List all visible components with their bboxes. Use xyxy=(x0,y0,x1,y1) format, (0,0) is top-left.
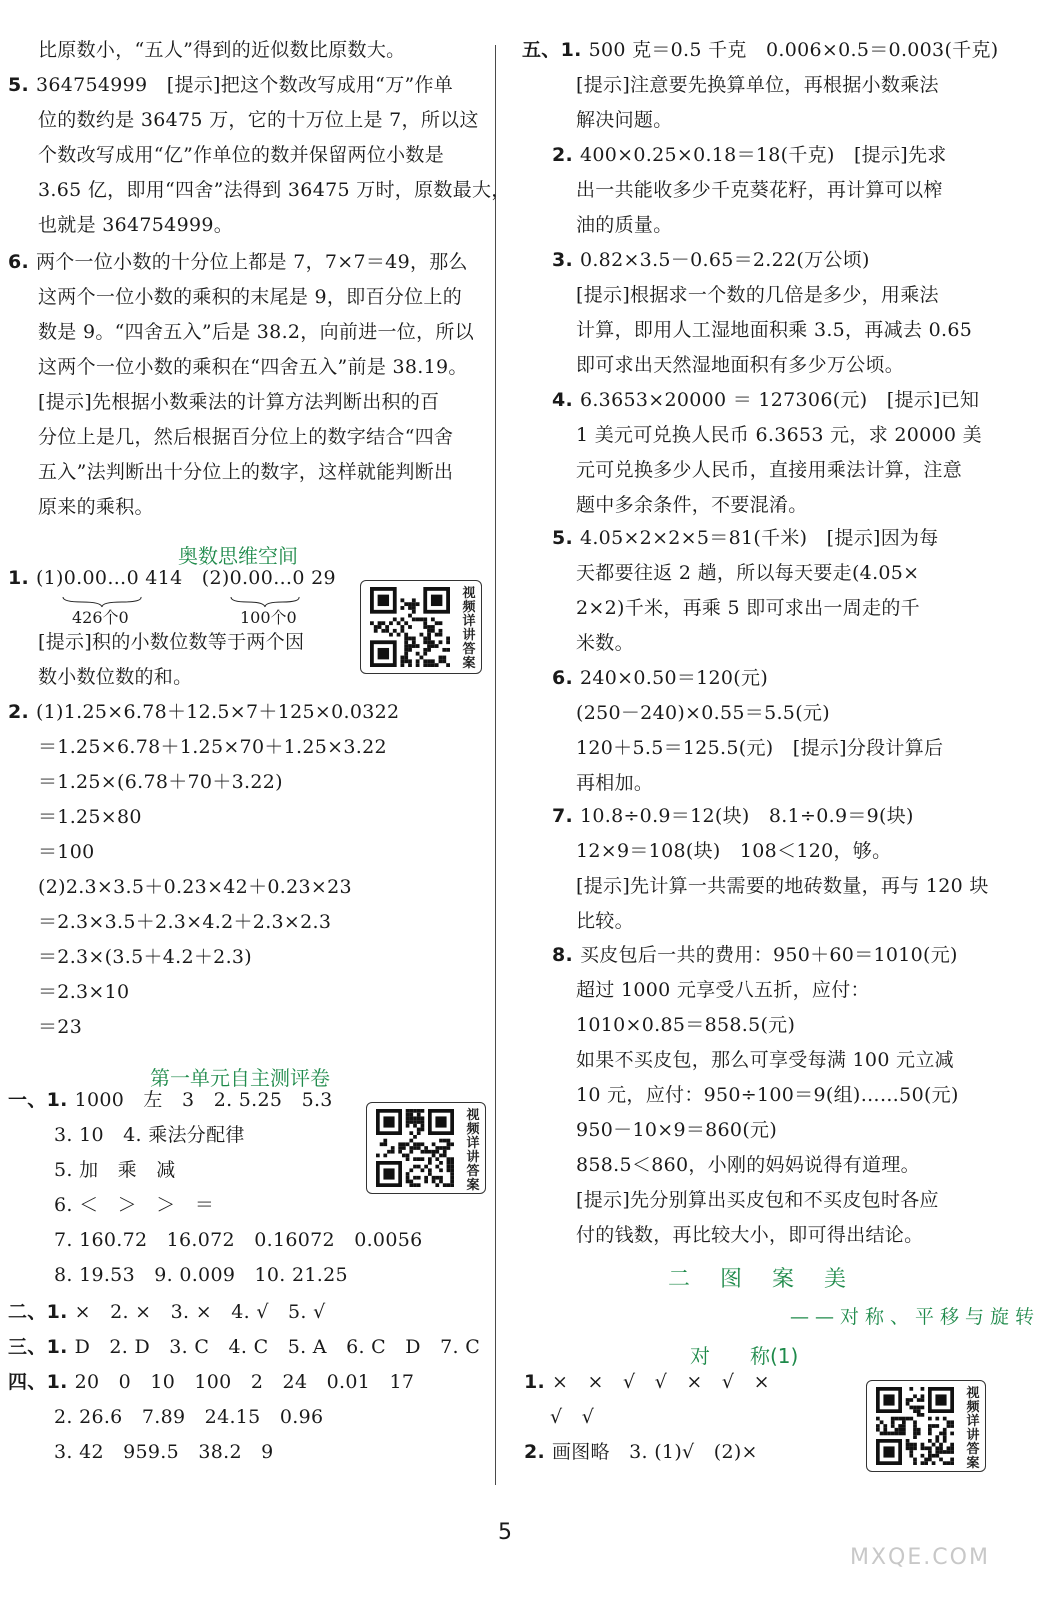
line-text: 分位上是几，然后根据百分位上的数字结合“四舍 xyxy=(38,426,454,448)
line-text: 3. 42 959.5 38.2 9 xyxy=(54,1441,274,1463)
item-number: 7. xyxy=(552,805,580,827)
column-divider xyxy=(495,45,496,1485)
text-line xyxy=(54,1191,214,1219)
heading-chapter: 二 图 案 美 xyxy=(668,1267,851,1292)
text-line xyxy=(576,1081,959,1109)
text-line xyxy=(38,803,142,831)
qr-label: 视频详讲答案 xyxy=(466,1108,480,1193)
line-text: 数小数位数的和。 xyxy=(38,666,193,688)
text-line xyxy=(576,976,870,1004)
text-line xyxy=(38,663,192,691)
text-line xyxy=(576,1186,939,1214)
text-line xyxy=(54,1156,176,1184)
text-line xyxy=(576,421,982,449)
text-line xyxy=(54,1261,348,1289)
text-line xyxy=(552,246,870,274)
line-text: (2)2.3×3.5＋0.23×42＋0.23×23 xyxy=(38,876,352,898)
text-line xyxy=(552,524,939,552)
item-number: 5. xyxy=(8,74,36,96)
heading-section: 对 称(1) xyxy=(690,1344,799,1368)
line-text: [提示]先分别算出买皮包和不买皮包时各应 xyxy=(576,1189,939,1211)
item-number: 6. xyxy=(552,667,580,689)
item-number: 3. xyxy=(552,249,580,271)
line-text: 3. 10 4. 乘法分配律 xyxy=(54,1124,245,1146)
heading-olympiad: 奥数思维空间 xyxy=(178,544,298,568)
line-text: ＝100 xyxy=(38,841,95,863)
text-line xyxy=(38,1013,82,1041)
item-number: 五、1. xyxy=(522,39,589,61)
line-text: 2×2)千米，再乘 5 即可求出一周走的千 xyxy=(576,597,920,619)
line-text: 4.05×2×2×5＝81(千米) [提示]因为每 xyxy=(579,527,939,549)
line-text: [提示]先计算一共需要的地砖数量，再与 120 块 xyxy=(576,875,989,897)
item-number: 1. xyxy=(8,567,36,589)
text-line xyxy=(576,316,972,344)
line-text: 8. 19.53 9. 0.009 10. 21.25 xyxy=(54,1264,348,1286)
line-text: 画图略 3. (1)√ (2)× xyxy=(551,1441,758,1463)
line-text: 364754999 [提示]把这个数改写成用“万”作单 xyxy=(35,74,454,96)
qr-icon xyxy=(367,587,453,667)
line-text: √ √ xyxy=(550,1406,595,1428)
text-line xyxy=(38,458,453,486)
line-text: 5. 加 乘 减 xyxy=(54,1159,176,1181)
line-text: 20 0 10 100 2 24 0.01 17 xyxy=(74,1371,415,1393)
qr-code-1[interactable] xyxy=(360,580,482,674)
line-text: 米数。 xyxy=(576,632,634,654)
line-text: 这两个一位小数的乘积的末尾是 9，即百分位上的 xyxy=(38,286,463,308)
qr-icon xyxy=(873,1387,957,1465)
text-line xyxy=(38,141,444,169)
text-line xyxy=(576,71,939,99)
text-line xyxy=(8,71,453,99)
heading-unit-test: 第一单元自主测评卷 xyxy=(150,1066,330,1090)
text-line xyxy=(38,36,405,64)
item-number: 2. xyxy=(8,701,36,723)
watermark: MXQE.COM xyxy=(850,1545,990,1570)
underbrace-mark xyxy=(230,596,300,608)
line-text: 10 元，应付：950÷100＝9(组)……50(元) xyxy=(576,1084,959,1106)
text-line xyxy=(38,176,511,204)
text-line xyxy=(576,1116,777,1144)
text-line xyxy=(552,941,958,969)
text-line xyxy=(38,838,94,866)
text-line xyxy=(552,802,914,830)
text-line xyxy=(576,1221,923,1249)
text-line xyxy=(8,564,336,592)
line-text: 天都要往返 2 趟，所以每天要走(4.05× xyxy=(576,562,920,584)
text-line xyxy=(576,211,673,239)
text-line xyxy=(576,837,891,865)
underbrace-label: 100个0 xyxy=(240,608,297,627)
text-line xyxy=(576,907,634,935)
item-number: 6. xyxy=(8,251,36,273)
text-line xyxy=(38,978,129,1006)
line-text: 858.5＜860，小刚的妈妈说得有道理。 xyxy=(576,1154,920,1176)
text-line xyxy=(38,106,479,134)
text-line xyxy=(38,628,304,656)
qr-code-2[interactable] xyxy=(366,1102,486,1194)
qr-label: 视频详讲答案 xyxy=(966,1386,980,1471)
line-text: 出一共能收多少千克葵花籽，再计算可以榨 xyxy=(576,179,943,201)
line-text: 油的质量。 xyxy=(576,214,673,236)
qr-label: 视频详讲答案 xyxy=(462,586,476,671)
text-line xyxy=(524,1368,770,1396)
line-text: 2. 26.6 7.89 24.15 0.96 xyxy=(54,1406,324,1428)
line-text: ＝1.25×6.78＋1.25×70＋1.25×3.22 xyxy=(38,736,387,758)
line-text: 如果不买皮包，那么可享受每满 100 元立减 xyxy=(576,1049,954,1071)
line-text: (250－240)×0.55＝5.5(元) xyxy=(576,702,830,724)
text-line xyxy=(550,1403,594,1431)
text-line xyxy=(8,1368,414,1396)
line-text: 1000 左 3 2. 5.25 5.3 xyxy=(74,1089,333,1111)
line-text: [提示]积的小数位数等于两个因 xyxy=(38,631,305,653)
item-number: 2. xyxy=(524,1441,552,1463)
item-number: 三、1. xyxy=(8,1336,75,1358)
line-text: 3.65 亿，即用“四舍”法得到 36475 万时，原数最大， xyxy=(38,179,511,201)
line-text: ＝2.3×3.5＋2.3×4.2＋2.3×2.3 xyxy=(38,911,332,933)
text-line xyxy=(576,734,943,762)
text-line xyxy=(38,768,283,796)
text-line xyxy=(576,491,808,519)
item-number: 5. xyxy=(552,527,580,549)
line-text: 12×9＝108(块) 108＜120，够。 xyxy=(576,840,892,862)
line-text: 400×0.25×0.18＝18(千克) [提示]先求 xyxy=(579,144,947,166)
text-line xyxy=(8,698,399,726)
line-text: 付的钱数，再比较大小，即可得出结论。 xyxy=(576,1224,924,1246)
line-text: 120＋5.5＝125.5(元) [提示]分段计算后 xyxy=(576,737,944,759)
line-text: 原来的乘积。 xyxy=(38,496,154,518)
line-text: 解决问题。 xyxy=(576,109,673,131)
line-text: 再相加。 xyxy=(576,772,654,794)
text-line xyxy=(576,872,989,900)
line-text: × × √ √ × √ × xyxy=(551,1371,770,1393)
text-line xyxy=(576,351,904,379)
line-text: 元可兑换多少人民币，直接用乘法计算，注意 xyxy=(576,459,963,481)
underbrace-label: 426个0 xyxy=(72,608,129,627)
line-text: × 2. × 3. × 4. √ 5. √ xyxy=(74,1301,326,1323)
page-number: 5 xyxy=(498,1520,512,1545)
text-line xyxy=(576,106,673,134)
text-line xyxy=(38,493,154,521)
text-line xyxy=(524,1438,758,1466)
line-text: ＝2.3×10 xyxy=(38,981,130,1003)
item-number: 二、1. xyxy=(8,1301,75,1323)
text-line xyxy=(576,769,653,797)
text-line xyxy=(576,594,920,622)
text-line xyxy=(38,353,468,381)
text-line xyxy=(54,1226,422,1254)
line-text: ＝1.25×80 xyxy=(38,806,142,828)
line-text: 6. ＜ ＞ ＞ ＝ xyxy=(54,1194,215,1216)
line-text: ＝1.25×(6.78＋70＋3.22) xyxy=(38,771,283,793)
item-number: 1. xyxy=(524,1371,552,1393)
line-text: (1)1.25×6.78＋12.5×7＋125×0.0322 xyxy=(35,701,400,723)
line-text: 位的数约是 36475 万，它的十万位上是 7，所以这 xyxy=(38,109,479,131)
line-text: 10.8÷0.9＝12(块) 8.1÷0.9＝9(块) xyxy=(579,805,914,827)
line-text: 五入”法判断出十分位上的数字，这样就能判断出 xyxy=(38,461,454,483)
heading-chapter-subtitle: ——对称、平移与旋转 xyxy=(790,1306,1041,1328)
text-line xyxy=(54,1403,323,1431)
text-line xyxy=(38,211,233,239)
text-line xyxy=(38,318,474,346)
line-text: [提示]注意要先换算单位，再根据小数乘法 xyxy=(576,74,939,96)
line-text: 即可求出天然湿地面积有多少万公顷。 xyxy=(576,354,905,376)
line-text: D 2. D 3. C 4. C 5. A 6. C D 7. C xyxy=(74,1336,481,1358)
text-line xyxy=(576,629,634,657)
line-text: 7. 160.72 16.072 0.16072 0.0056 xyxy=(54,1229,423,1251)
qr-code-3[interactable] xyxy=(866,1380,986,1472)
item-number: 一、1. xyxy=(8,1089,75,1111)
text-line xyxy=(8,1298,326,1326)
item-number: 2. xyxy=(552,144,580,166)
text-line xyxy=(38,908,331,936)
text-line xyxy=(8,1333,480,1361)
text-line xyxy=(552,664,768,692)
line-text: 也就是 364754999。 xyxy=(38,214,234,236)
text-line xyxy=(38,873,352,901)
line-text: 数是 9。“四舍五入”后是 38.2，向前进一位，所以 xyxy=(38,321,474,343)
text-line xyxy=(576,559,919,587)
line-text: 1 美元可兑换人民币 6.3653 元，求 20000 美 xyxy=(576,424,982,446)
line-text: 题中多余条件，不要混淆。 xyxy=(576,494,808,516)
qr-icon xyxy=(373,1109,457,1187)
line-text: 两个一位小数的十分位上都是 7，7×7＝49，那么 xyxy=(35,251,468,273)
text-line xyxy=(8,1086,333,1114)
text-line xyxy=(38,388,439,416)
text-line xyxy=(552,141,947,169)
line-text: ＝2.3×(3.5＋4.2＋2.3) xyxy=(38,946,253,968)
text-line xyxy=(552,386,979,414)
text-line xyxy=(8,248,468,276)
underbrace-mark xyxy=(62,596,142,608)
text-line xyxy=(54,1121,245,1149)
line-text: 计算，即用人工湿地面积乘 3.5，再减去 0.65 xyxy=(576,319,973,341)
line-text: 比较。 xyxy=(576,910,634,932)
line-text: 950－10×9＝860(元) xyxy=(576,1119,778,1141)
line-text: 比原数小，“五人”得到的近似数比原数大。 xyxy=(38,39,406,61)
line-text: 这两个一位小数的乘积在“四舍五入”前是 38.19。 xyxy=(38,356,468,378)
text-line xyxy=(38,943,252,971)
text-line xyxy=(38,283,462,311)
text-line xyxy=(576,1011,795,1039)
line-text: 1010×0.85＝858.5(元) xyxy=(576,1014,796,1036)
line-text: (1)0.00…0 414 (2)0.00…0 29 xyxy=(35,567,336,589)
item-number: 8. xyxy=(552,944,580,966)
text-line xyxy=(576,281,939,309)
line-text: 6.3653×20000 ＝ 127306(元) [提示]已知 xyxy=(579,389,980,411)
line-text: 500 克＝0.5 千克 0.006×0.5＝0.003(千克) xyxy=(588,39,999,61)
line-text: 240×0.50＝120(元) xyxy=(579,667,769,689)
line-text: 超过 1000 元享受八五折，应付： xyxy=(576,979,870,1001)
text-line xyxy=(38,423,453,451)
item-number: 4. xyxy=(552,389,580,411)
line-text: [提示]先根据小数乘法的计算方法判断出积的百 xyxy=(38,391,440,413)
item-number: 四、1. xyxy=(8,1371,75,1393)
text-line xyxy=(576,456,962,484)
line-text: 0.82×3.5－0.65＝2.22(万公顷) xyxy=(579,249,870,271)
text-line xyxy=(576,1046,954,1074)
text-line xyxy=(38,733,387,761)
text-line xyxy=(576,699,830,727)
text-line xyxy=(54,1438,274,1466)
line-text: [提示]根据求一个数的几倍是多少，用乘法 xyxy=(576,284,939,306)
line-text: 买皮包后一共的费用：950＋60＝1010(元) xyxy=(579,944,958,966)
line-text: 个数改写成用“亿”作单位的数并保留两位小数是 xyxy=(38,144,445,166)
text-line xyxy=(576,1151,920,1179)
line-text: ＝23 xyxy=(38,1016,83,1038)
text-line xyxy=(576,176,943,204)
text-line xyxy=(522,36,998,64)
